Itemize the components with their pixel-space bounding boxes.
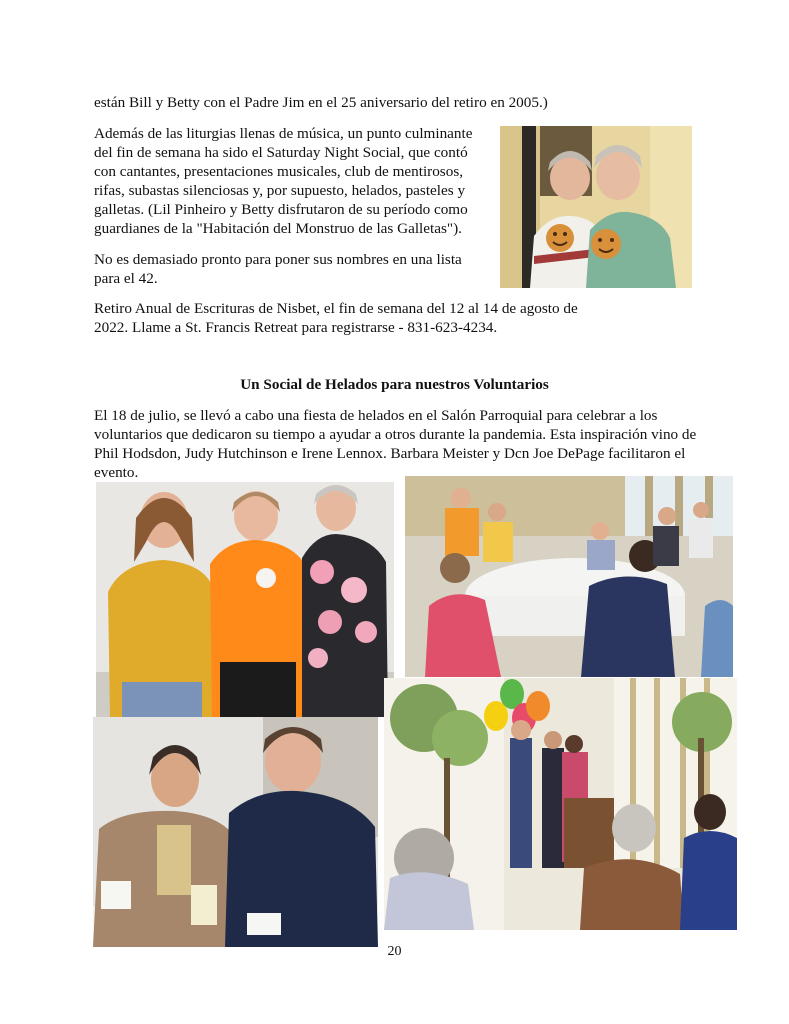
paragraph-saturday-social: Además de las liturgias llenas de música, un punto culminante del fin de semana ha sido el Saturday Night Social, que contó con cantantes, presentaciones musicales, club de mentirosos, rifas, subastas silenciosas y, por supuesto, helados, pasteles y galletas. (Lil Pinheiro y Betty disfrutaron de su período como guardianes de la "Habitación del Monstruo de las Galletas").	[94, 125, 473, 237]
photo-party-tables	[405, 476, 733, 677]
paragraph-ice-cream-social: El 18 de julio, se llevó a cabo una fiesta de helados en el Salón Parroquial para celebrar a los voluntarios que dedicaron su tiempo a ayudar a otros durante la pandemia. Esta inspiración vino de Phil Hodsdon, Judy Hutchinson e Irene Lennox. Barbara Meister y Dcn Joe DePage facilitaron el evento.	[94, 407, 697, 481]
paragraph-retreat-anniversary: están Bill y Betty con el Padre Jim en el 25 aniversario del retiro en 2005.)	[94, 94, 548, 111]
page-number: 20	[387, 944, 402, 959]
paragraph-sign-up: No es demasiado pronto para poner sus nombres en una lista para el 42.	[94, 251, 462, 287]
photo-three-women	[96, 482, 394, 717]
section-heading: Un Social de Helados para nuestros Voluntarios	[240, 376, 549, 393]
photo-cookie-monster-room	[500, 126, 692, 288]
photo-couple-at-table	[93, 717, 378, 947]
photo-balloons-speakers	[384, 678, 737, 930]
paragraph-retreat-info: Retiro Anual de Escrituras de Nisbet, el fin de semana del 12 al 14 de agosto de 2022. Llame a St. Francis Retreat para registrarse - 831-623-4234.	[94, 300, 578, 336]
